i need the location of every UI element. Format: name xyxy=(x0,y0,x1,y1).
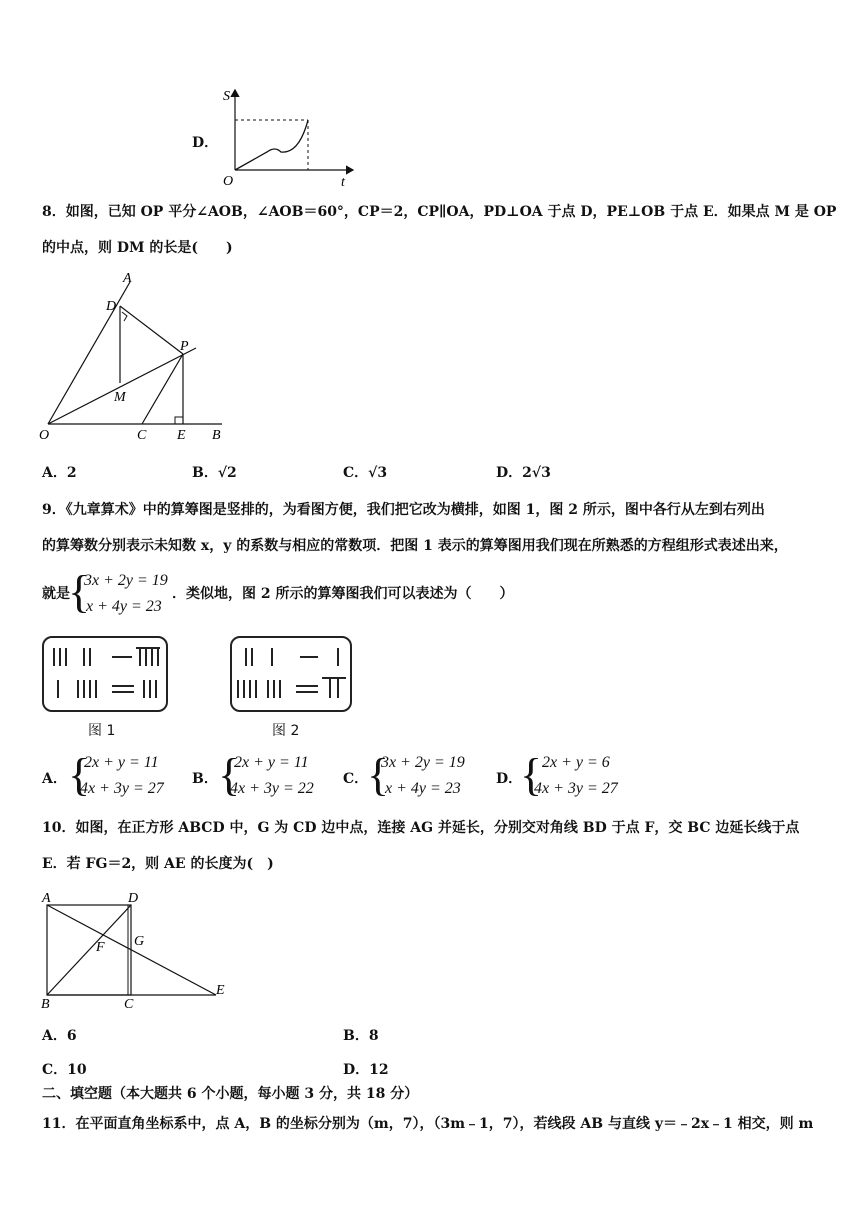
q9-option-b[interactable]: B． { 2x + y = 11 4x + 3y = 22 xyxy=(192,749,314,800)
q8-text-line1: 8．如图，已知 OP 平分∠AOB，∠AOB＝60°，CP＝2，CP∥OA，PD⊥OA 于点 D，PE⊥OB 于点 E．如果点 M 是 OP xyxy=(42,204,837,220)
q10-text-line2: E．若 FG＝2，则 AE 的长度为( ) xyxy=(42,856,274,872)
q7-option-d-graph xyxy=(215,82,365,192)
label-e: E xyxy=(177,428,186,443)
label-a: A xyxy=(42,891,51,906)
label-f: F xyxy=(96,940,105,955)
label-c: C xyxy=(124,997,134,1010)
q10-text-line1: 10．如图，在正方形 ABCD 中，G 为 CD 边中点，连接 AG 并延长，分别交对角线 BD 于点 F，交 BC 边延长线于点 xyxy=(42,820,800,836)
right-angle-d xyxy=(122,312,127,321)
right-angle-e xyxy=(175,417,183,424)
label-b: B xyxy=(41,997,50,1010)
label-o: O xyxy=(39,428,50,443)
q8-option-a[interactable]: A．2 xyxy=(42,465,77,481)
label-p: P xyxy=(180,339,189,354)
origin-label: O xyxy=(223,174,234,189)
q11-text-line1: 11．在平面直角坐标系中，点 A，B 的坐标分别为（m，7），（3m﹣1，7），若线段 AB 与直线 y＝﹣2x﹣1 相交，则 m xyxy=(42,1116,814,1132)
axis-t-label: t xyxy=(341,175,345,190)
q9-option-d[interactable]: D． { 2x + y = 6 4x + 3y = 27 xyxy=(496,749,618,800)
q10-option-b[interactable]: B．8 xyxy=(343,1028,379,1044)
q9-line3-suffix: ．类似地，图 2 所示的算筹图我们可以表述为（ ） xyxy=(172,586,514,602)
q8-option-c[interactable]: C．√3 xyxy=(343,465,388,481)
section-2-heading: 二、填空题（本大题共 6 个小题，每小题 3 分，共 18 分） xyxy=(42,1086,419,1102)
brace-icon: { xyxy=(68,566,91,617)
label-e: E xyxy=(216,983,225,998)
q10-option-d[interactable]: D．12 xyxy=(343,1062,389,1078)
brace-icon: { xyxy=(367,749,390,800)
q8-figure xyxy=(36,268,236,448)
q9-fig2-caption: 图 2 xyxy=(272,723,300,739)
q9-option-c[interactable]: C． { 3x + 2y = 19 x + 4y = 23 xyxy=(343,749,465,800)
q8-option-d[interactable]: D．2√3 xyxy=(496,465,551,481)
label-m: M xyxy=(114,390,126,405)
q9-example-eq2: x + 4y = 23 xyxy=(86,598,162,615)
q10-option-a[interactable]: A．6 xyxy=(42,1028,77,1044)
label-d: D xyxy=(106,299,117,314)
s-t-curve xyxy=(235,120,308,170)
q9-text-line2: 的算筹数分别表示未知数 x，y 的系数与相应的常数项．把图 1 表示的算筹图用我们现在所熟悉的方程组形式表述出来， xyxy=(42,538,788,554)
label-g: G xyxy=(134,934,145,949)
brace-icon: { xyxy=(520,749,543,800)
label-b: B xyxy=(212,428,221,443)
q9-line3-prefix: 就是 xyxy=(42,586,70,602)
axis-s-label: S xyxy=(223,89,230,104)
segment-cp xyxy=(142,354,183,424)
q9-fig1-caption: 图 1 xyxy=(88,723,116,739)
segment-pd xyxy=(120,306,183,354)
brace-icon: { xyxy=(218,749,241,800)
diagonal-bd xyxy=(47,905,131,995)
q9-example-eq1: 3x + 2y = 19 xyxy=(84,572,168,589)
label-a: A xyxy=(123,271,132,286)
label-d: D xyxy=(128,891,139,906)
q8-text-line2: 的中点，则 DM 的长是( ) xyxy=(42,240,233,256)
label-c: C xyxy=(137,428,147,443)
q10-figure xyxy=(36,884,236,1010)
q8-option-b[interactable]: B．√2 xyxy=(192,465,237,481)
brace-icon: { xyxy=(68,749,91,800)
q9-figure-1 xyxy=(40,634,170,716)
q9-figure-2 xyxy=(228,634,354,716)
q9-option-a[interactable]: A． { 2x + y = 11 4x + 3y = 27 xyxy=(42,749,164,800)
q10-option-c[interactable]: C．10 xyxy=(42,1062,87,1078)
q9-text-line1: 9．《九章算术》中的算筹图是竖排的，为看图方便，我们把它改为横排，如图 1，图 2 所示，图中各行从左到右列出 xyxy=(42,502,765,518)
q7-option-d-label: D． xyxy=(192,135,219,151)
